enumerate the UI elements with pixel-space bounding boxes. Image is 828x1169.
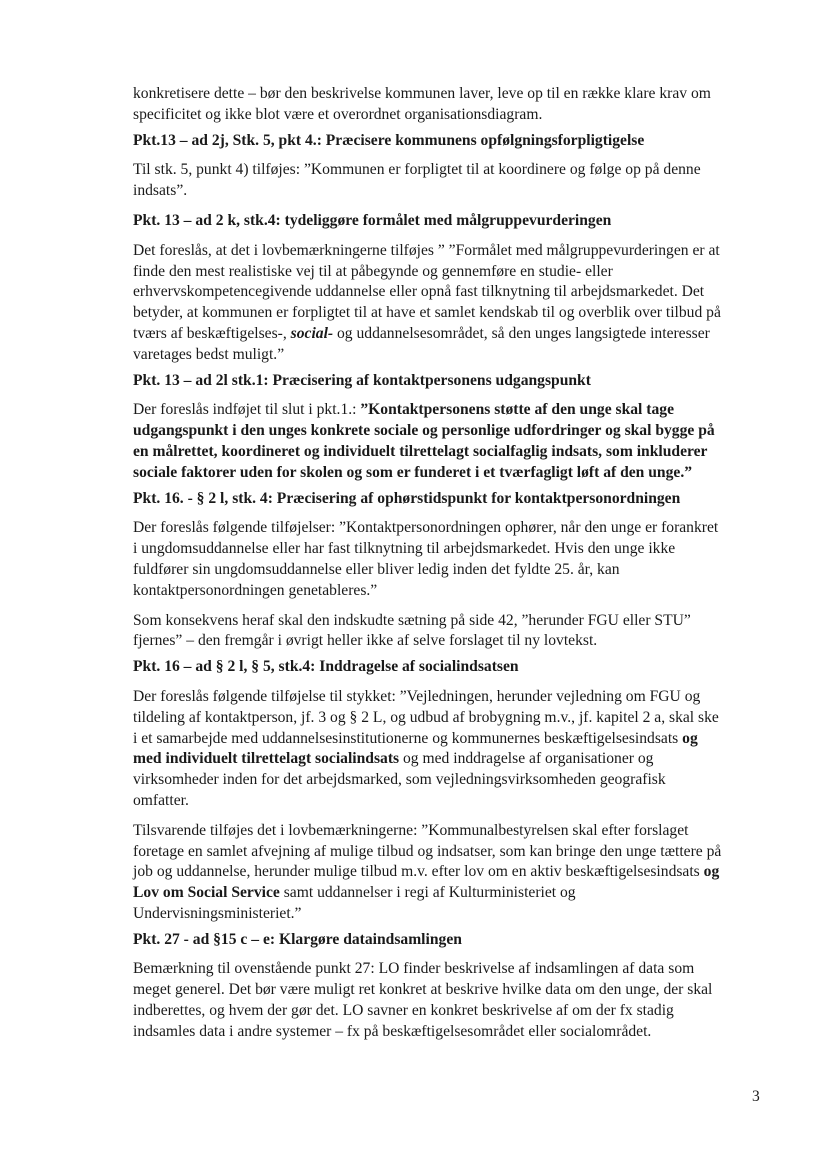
section-paragraph-maalgruppevurdering (133, 241, 723, 366)
emphasis-social: social- (290, 324, 334, 342)
text-run: og med inddragelse af organisationer og virksomheder inden for det arbejdsmarked, som vejledningsvirksomheden geografisk omfatter. (133, 750, 666, 809)
section-paragraph-dataindsamling: Bemærkning til ovenstående punkt 27: LO finder beskrivelse af indsamlingen af data som meget generel. Det bør være muligt ret konkret at beskrive hvilke data om den unge, der skal indberettes, og hvem der gør det. LO savner en konkret beskrivelse af om der fx stadig indsamles data i andre systemer – fx på beskæftigelsesområdet eller socialområdet. (133, 960, 713, 1040)
text-run: samt uddannelser i regi af Kulturministeriet og Undervisningsministeriet.” (133, 884, 576, 922)
section-paragraph-kontaktperson (133, 400, 723, 483)
section-paragraph-konsekvens: Som konsekvens heraf skal den indskudte sætning på side 42, ”herunder FGU eller STU” fjernes” – den fremgår i øvrigt heller ikke af selve forslaget til ny lovtekst. (133, 611, 691, 650)
emphasis-socialindsats: og med individuelt tilrettelagt socialindsats (133, 729, 698, 768)
text-run: Tilsvarende tilføjes det i lovbemærkningerne: ”Kommunalbestyrelsen skal efter forslaget foretage en samlet afvejning af mulige tilbud og indsatser, som kan bringe den unge tættere på job og uddannelse, herunder mulige tilbud m.v. efter lov om en aktiv beskæftigelsesindsats (133, 821, 722, 881)
emphasis-quote: ”Kontaktpersonens støtte af den unge skal tage udgangspunkt i den unges konkrete sociale og personlige udfordringer og skal bygge på en målrettet, koordineret og individuelt tilrettelagt socialfaglig indsats, som inkluderer sociale faktorer uden for skolen og som er funderet i et tværfagligt løft af den unge.” (133, 401, 715, 481)
section-heading-maalgruppevurdering: Pkt. 13 – ad 2 k, stk.4: tydeliggøre formålet med målgruppevurderingen (133, 211, 612, 229)
text-run: og uddannelsesområdet, så den unges langsigtede interesser varetages bedst muligt.” (133, 324, 710, 363)
text-run: Der foreslås følgende tilføjelse til stykket: ”Vejledningen, herunder vejledning om FGU og tildeling af kontaktperson, jf. 3 og § 2 L, og udbud af brobygning m.v., jf. kapitel 2 a, skal ske i et samarbejde med uddannelsesinstitutionerne og kommunernes beskæftigelsesindsats (133, 687, 719, 747)
section-heading-socialindsats: Pkt. 16 – ad § 2 l, § 5, stk.4: Inddragelse af socialindsatsen (133, 658, 519, 676)
section-paragraph-ophoerstidspunkt: Der foreslås følgende tilføjelser: ”Kontaktpersonordningen ophører, når den unge er forankret i ungdomsuddannelse eller har fast tilknytning til arbejdsmarkedet. Hvis den unge ikke fuldfører sin ungdomsuddannelse eller bliver ledig inden det fyldte 25. år, kan kontaktpersonordningen genetableres.” (133, 519, 719, 599)
section-paragraph-socialindsats (133, 687, 723, 812)
section-paragraph-lovbemaerkninger (133, 821, 723, 925)
page-body (133, 84, 723, 1052)
section-paragraph-opfoelgning: Til stk. 5, punkt 4) tilføjes: ”Kommunen er forpligtet til at koordinere og følge op på denne indsats”. (133, 161, 701, 200)
section-heading-dataindsamling: Pkt. 27 - ad §15 c – e: Klargøre dataindsamlingen (133, 930, 462, 948)
emphasis-serviceloven: og Lov om Social Service (133, 863, 720, 902)
text-run: Der foreslås indføjet til slut i pkt.1.: (133, 401, 361, 419)
page-number: 3 (752, 1088, 760, 1105)
text-run: Det foreslås, at det i lovbemærkningerne tilføjes ” ”Formålet med målgruppevurderingen er at finde den mest realistiske vej til at påbegynde og gennemføre en studie- eller erhvervskompetencegivende uddannelse eller opnå fast tilknytning til arbejdsmarkedet. Det betyder, at kommunen er forpligtet til at have et samlet kendskab til og overblik over tilbud på tværs af beskæftigelses-, (133, 241, 721, 342)
section-heading-ophoerstidspunkt: Pkt. 16. - § 2 l, stk. 4: Præcisering af ophørstidspunkt for kontaktpersonordningen (133, 489, 681, 507)
section-heading-kontaktperson: Pkt. 13 – ad 2l stk.1: Præcisering af kontaktpersonens udgangspunkt (133, 371, 591, 389)
section-heading-opfoelgning: Pkt.13 – ad 2j, Stk. 5, pkt 4.: Præcisere kommunens opfølgningsforpligtigelse (133, 131, 645, 149)
intro-paragraph: konkretisere dette – bør den beskrivelse kommunen laver, leve op til en række klare krav om specificitet og ikke blot være et overordnet organisationsdiagram. (133, 85, 711, 123)
